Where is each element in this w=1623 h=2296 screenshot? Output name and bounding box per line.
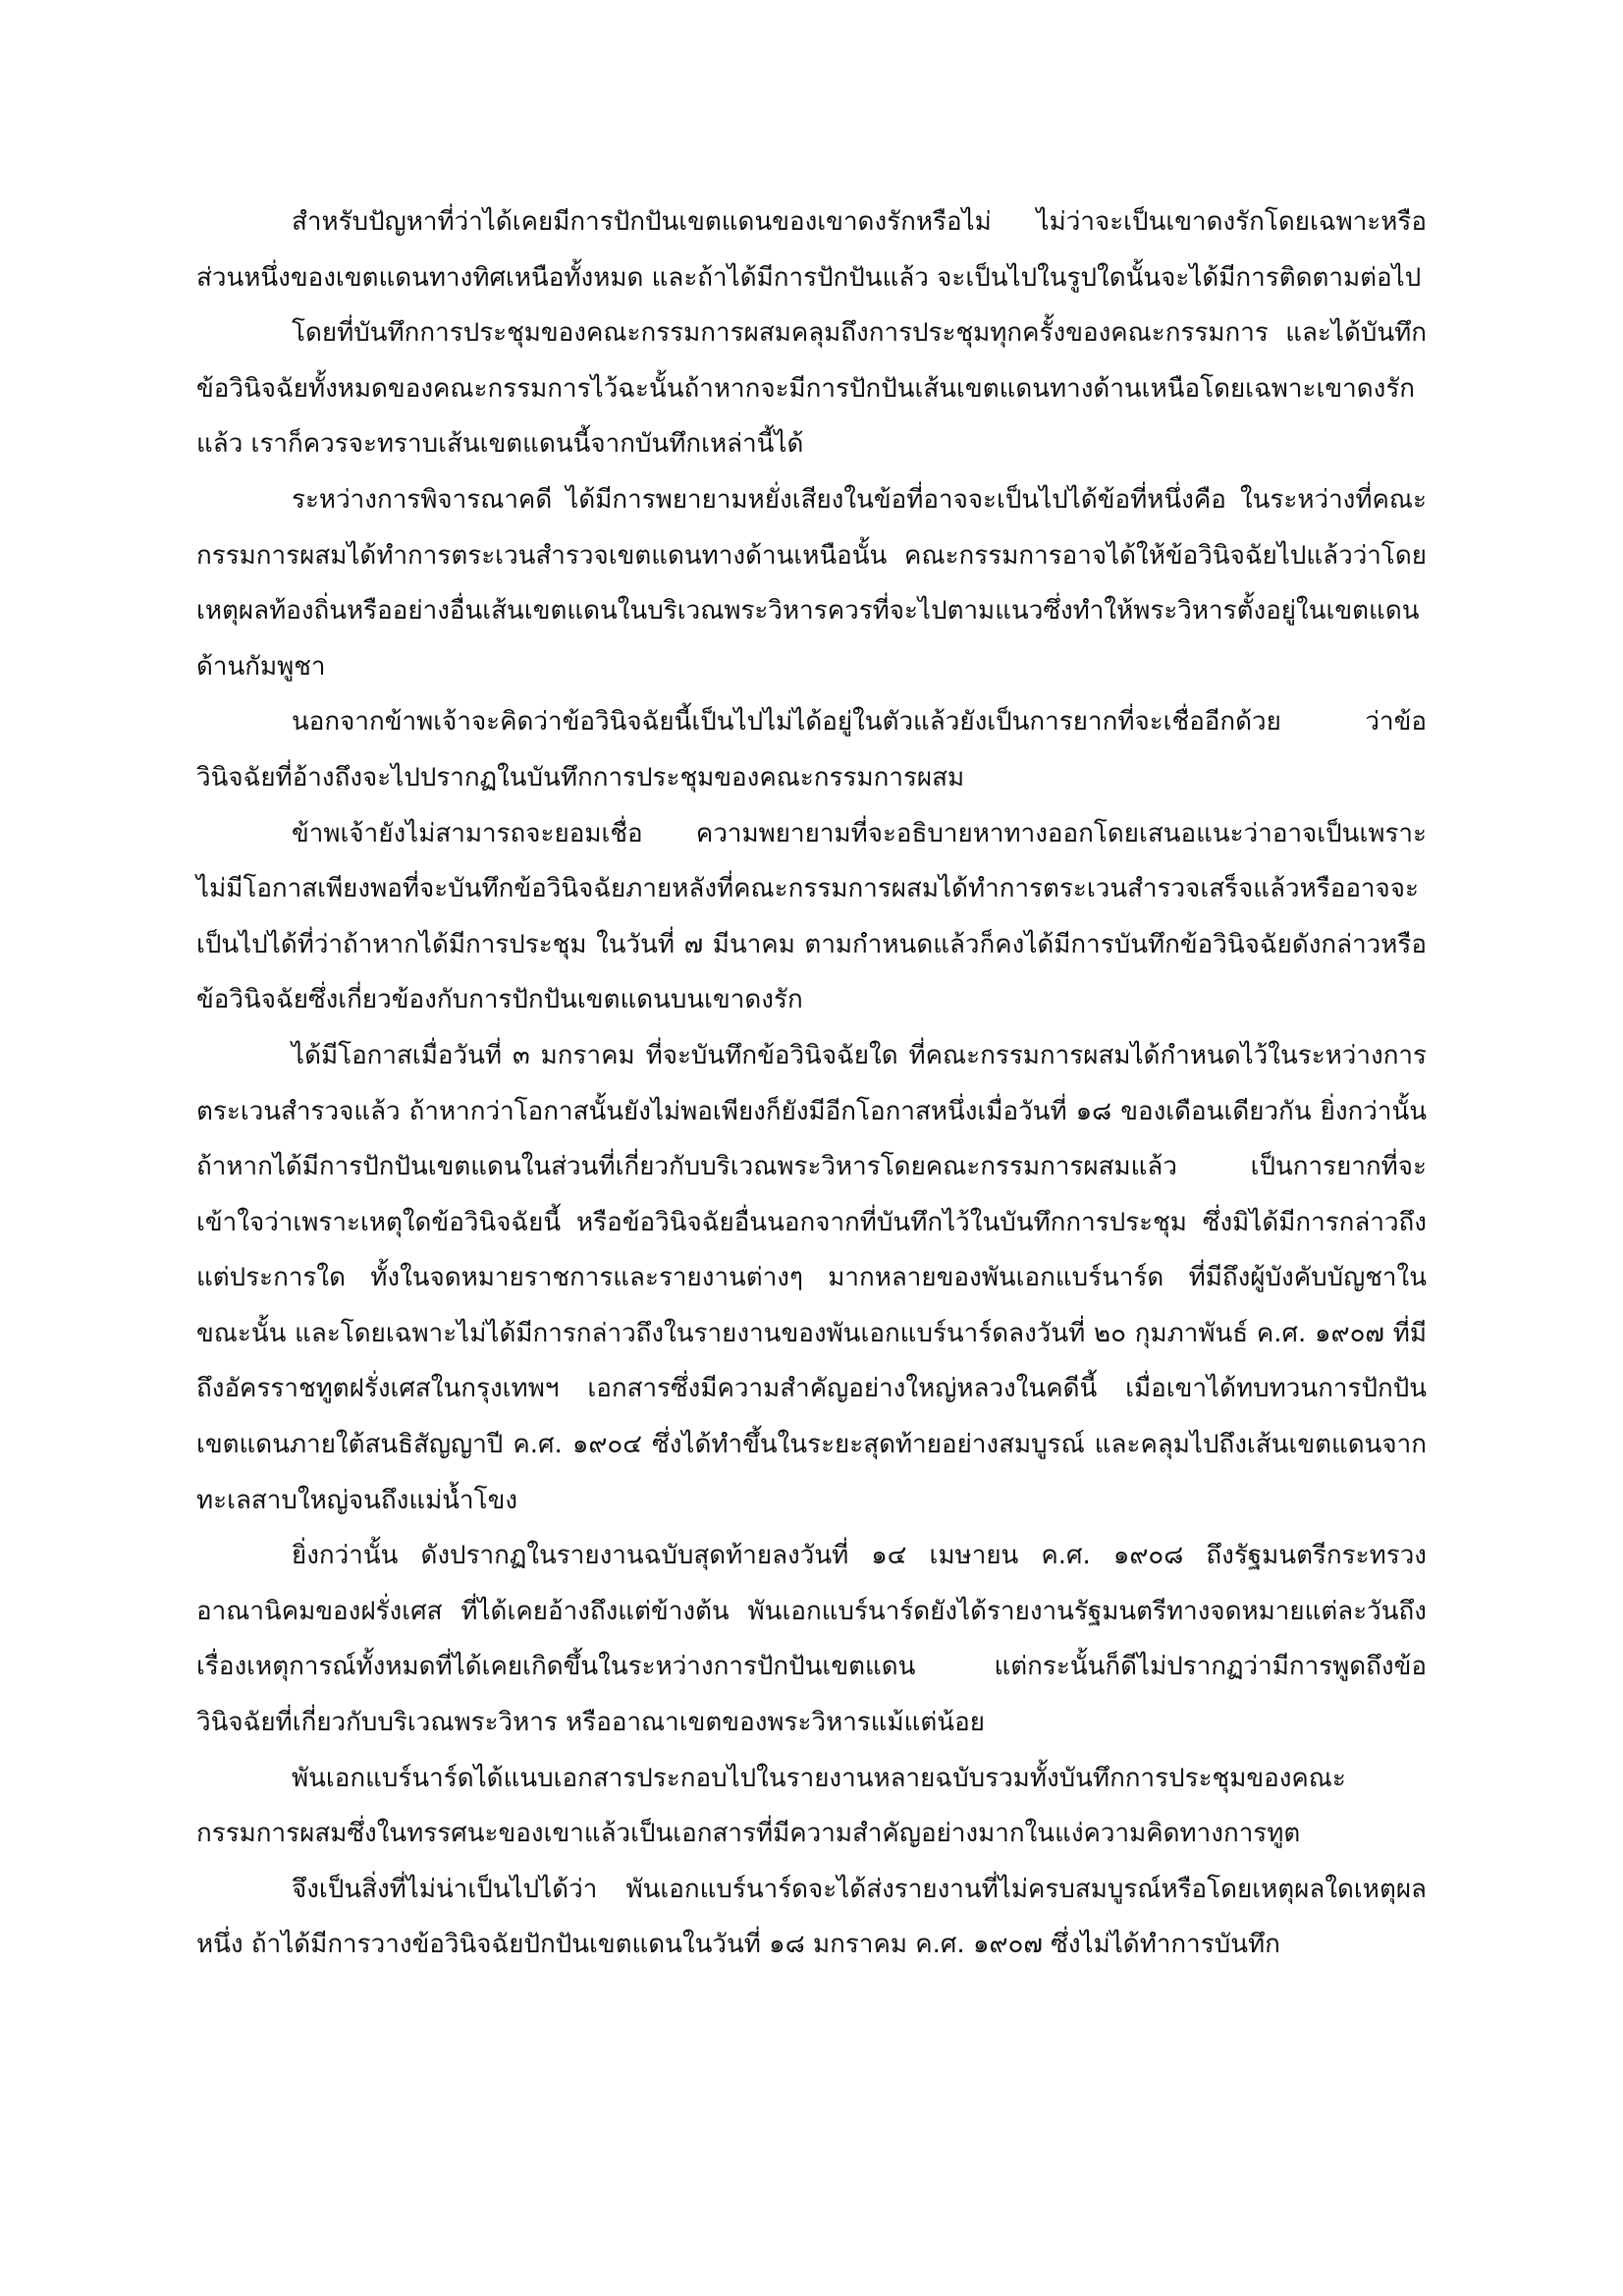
paragraph-4: นอกจากข้าพเจ้าจะคิดว่าข้อวินิจฉัยนี้เป็นไปไม่ได้อยู่ในตัวแล้วยังเป็นการยากที่จะเชื่ออีกด้วย ว่าข้อวินิจฉัยที่อ้างถึงจะไปปรากฏในบันทึกการประชุมของคณะกรรมการผสม xyxy=(196,707,1427,793)
paragraph-2: โดยที่บันทึกการประชุมของคณะกรรมการผสมคลุมถึงการประชุมทุกครั้งของคณะกรรมการ และได้บันทึกข้อวินิจฉัยทั้งหมดของคณะกรรมการไว้ฉะนั้นถ้าหากจะมีการปักปันเส้นเขตแดนทางด้านเหนือโดยเฉพาะเขาดงรักแล้ว เราก็ควรจะทราบเส้นเขตแดนนี้จากบันทึกเหล่านี้ได้ xyxy=(196,318,1427,460)
paragraph-7: ยิ่งกว่านั้น ดังปรากฏในรายงานฉบับสุดท้ายลงวันที่ ๑๔ เมษายน ค.ศ. ๑๙๐๘ ถึงรัฐมนตรีกระทรวงอาณานิคมของฝรั่งเศส ที่ได้เคยอ้างถึงแต่ข้างต้น พันเอกแบร์นาร์ดยังได้รายงานรัฐมนตรีทางจดหมายแต่ละวันถึงเรื่องเหตุการณ์ทั้งหมดที่ได้เคยเกิดขึ้นในระหว่างการปักปันเขตแดน แต่กระนั้นก็ดีไม่ปรากฏว่ามีการพูดถึงข้อวินิจฉัยที่เกี่ยวกับบริเวณพระวิหาร หรืออาณาเขตของพระวิหารแม้แต่น้อย xyxy=(196,1541,1427,1738)
paragraph-9: จึงเป็นสิ่งที่ไม่น่าเป็นไปได้ว่า พันเอกแบร์นาร์ดจะได้ส่งรายงานที่ไม่ครบสมบูรณ์หรือโดยเหตุผลใดเหตุผลหนึ่ง ถ้าได้มีการวางข้อวินิจฉัยปักปันเขตแดนในวันที่ ๑๘ มกราคม ค.ศ. ๑๙๐๗ ซึ่งไม่ได้ทำการบันทึก xyxy=(196,1874,1427,1960)
paragraph-3: ระหว่างการพิจารณาคดี ได้มีการพยายามหยั่งเสียงในข้อที่อาจจะเป็นไปได้ข้อที่หนึ่งคือ ในระหว่างที่คณะกรรมการผสมได้ทำการตระเวนสำรวจเขตแดนทางด้านเหนือนั้น คณะกรรมการอาจได้ให้ข้อวินิจฉัยไปแล้วว่าโดยเหตุผลท้องถิ่นหรืออย่างอื่นเส้นเขตแดนในบริเวณพระวิหารควรที่จะไปตามแนวซึ่งทำให้พระวิหารตั้งอยู่ในเขตแดนด้านกัมพูชา xyxy=(196,484,1427,682)
paragraph-1: สำหรับปัญหาที่ว่าได้เคยมีการปักปันเขตแดนของเขาดงรักหรือไม่ ไม่ว่าจะเป็นเขาดงรักโดยเฉพาะหรือส่วนหนึ่งของเขตแดนทางทิศเหนือทั้งหมด และถ้าได้มีการปักปันแล้ว จะเป็นไปในรูปใดนั้นจะได้มีการติดตามต่อไป xyxy=(196,207,1427,293)
document-body xyxy=(196,194,1427,1973)
paragraph-8: พันเอกแบร์นาร์ดได้แนบเอกสารประกอบไปในรายงานหลายฉบับรวมทั้งบันทึกการประชุมของคณะกรรมการผสมซึ่งในทรรศนะของเขาแล้วเป็นเอกสารที่มีความสำคัญอย่างมากในแง่ความคิดทางการทูต xyxy=(196,1763,1346,1849)
paragraph-6: ได้มีโอกาสเมื่อวันที่ ๓ มกราคม ที่จะบันทึกข้อวินิจฉัยใด ที่คณะกรรมการผสมได้กำหนดไว้ในระหว่างการตระเวนสำรวจแล้ว ถ้าหากว่าโอกาสนั้นยังไม่พอเพียงก็ยังมีอีกโอกาสหนึ่งเมื่อวันที่ ๑๘ ของเดือนเดียวกัน ยิ่งกว่านั้น ถ้าหากได้มีการปักปันเขตแดนในส่วนที่เกี่ยวกับบริเวณพระวิหารโดยคณะกรรมการผสมแล้ว เป็นการยากที่จะเข้าใจว่าเพราะเหตุใดข้อวินิจฉัยนี้ หรือข้อวินิจฉัยอื่นนอกจากที่บันทึกไว้ในบันทึกการประชุม ซึ่งมิได้มีการกล่าวถึงแต่ประการใด ทั้งในจดหมายราชการและรายงานต่างๆ มากหลายของพันเอกแบร์นาร์ด ที่มีถึงผู้บังคับบัญชาในขณะนั้น และโดยเฉพาะไม่ได้มีการกล่าวถึงในรายงานของพันเอกแบร์นาร์ดลงวันที่ ๒๐ กุมภาพันธ์ ค.ศ. ๑๙๐๗ ที่มีถึงอัครราชทูตฝรั่งเศสในกรุงเทพฯ เอกสารซึ่งมีความสำคัญอย่างใหญ่หลวงในคดีนี้ เมื่อเขาได้ทบทวนการปักปันเขตแดนภายใต้สนธิสัญญาปี ค.ศ. ๑๙๐๔ ซึ่งได้ทำขึ้นในระยะสุดท้ายอย่างสมบูรณ์ และคลุมไปถึงเส้นเขตแดนจากทะเลสาบใหญ่จนถึงแม่น้ำโขง xyxy=(196,1040,1427,1515)
paragraph-5: ข้าพเจ้ายังไม่สามารถจะยอมเชื่อ ความพยายามที่จะอธิบายหาทางออกโดยเสนอแนะว่าอาจเป็นเพราะไม่มีโอกาสเพียงพอที่จะบันทึกข้อวินิจฉัยภายหลังที่คณะกรรมการผสมได้ทำการตระเวนสำรวจเสร็จแล้วหรืออาจจะเป็นไปได้ที่ว่าถ้าหากได้มีการประชุม ในวันที่ ๗ มีนาคม ตามกำหนดแล้วก็คงได้มีการบันทึกข้อวินิจฉัยดังกล่าวหรือข้อวินิจฉัยซึ่งเกี่ยวข้องกับการปักปันเขตแดนบนเขาดงรัก xyxy=(196,818,1427,1015)
